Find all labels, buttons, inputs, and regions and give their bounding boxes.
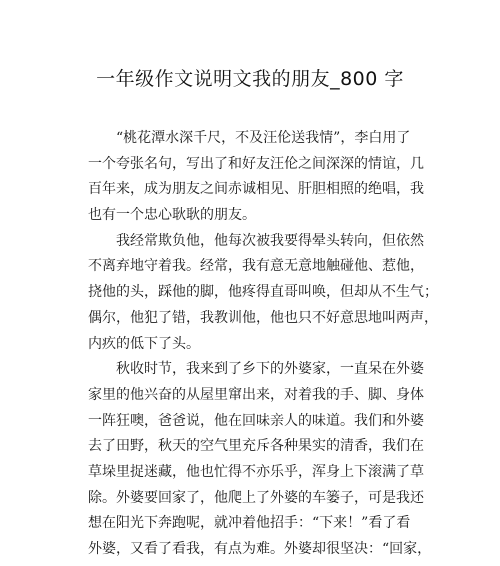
text-line: 外婆，又看了看我，有点为难。外婆却很坚决：“回家，	[88, 541, 432, 557]
text-line: 百年来，成为朋友之间赤诚相见、肝胆相照的绝唱，我	[88, 181, 424, 198]
page-title: 一年级作文说明文我的朋友_800 字	[96, 68, 404, 90]
text-line: 除。外婆要回家了，他爬上了外婆的车篓子，可是我还	[88, 489, 424, 506]
text-line: 家里的他兴奋的从屋里窜出来，对着我的手、脚、身体	[88, 386, 424, 403]
text-line: 不离弃地守着我。经常，我有意无意地触碰他、惹他，	[88, 258, 424, 275]
text-line: 内疚的低下了头。	[88, 335, 200, 352]
article-body	[88, 126, 438, 563]
text-line: 草垛里捉迷藏，他也忙得不亦乐乎，浑身上下滚满了草	[88, 463, 424, 480]
text-line: “桃花潭水深千尺，不及汪伦送我情”，李白用了	[116, 130, 411, 146]
text-line: 想在阳光下奔跑呢，就冲着他招手：“下来！”看了看	[88, 515, 411, 532]
text-line: 偶尔，他犯了错，我教训他，他也只不好意思地叫两声，	[88, 309, 438, 326]
text-line: 秋收时节，我来到了乡下的外婆家，一直呆在外婆	[116, 361, 424, 378]
text-line: 也有一个忠心耿耿的朋友。	[88, 207, 256, 224]
text-line: 一阵狂噢，爸爸说，他在回味亲人的味道。我们和外婆	[88, 412, 424, 429]
text-line: 挠他的头，踩他的脚，他疼得直哥叫唤，但却从不生气；	[88, 284, 438, 301]
text-line: 去了田野，秋天的空气里充斥各种果实的清香，我们在	[88, 438, 424, 455]
text-line: 我经常欺负他，他每次被我要得晕头转向，但依然	[116, 232, 424, 249]
text-line: 一个夸张名句，写出了和好友汪伦之间深深的情谊，几	[88, 155, 424, 172]
